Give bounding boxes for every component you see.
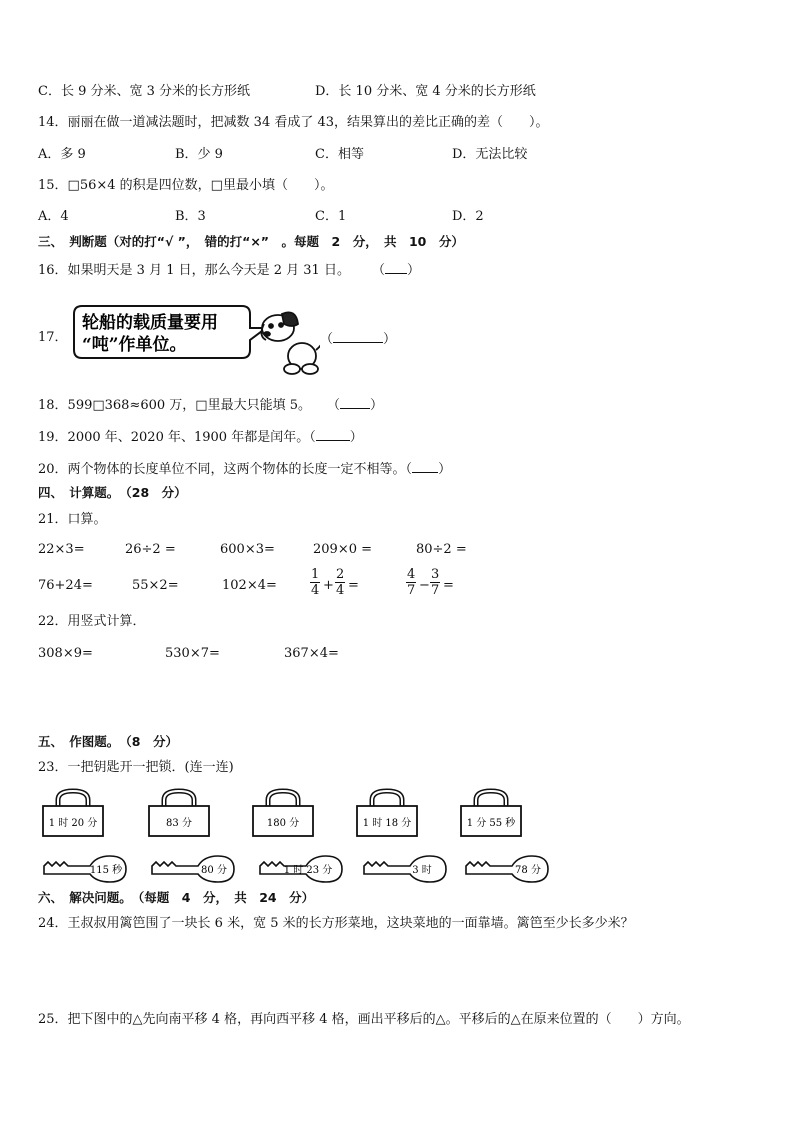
q17-answer <box>320 330 396 348</box>
q19-bracket-left: （ <box>309 430 316 445</box>
q19-stem: 19．2000 年、2020 年、1900 年都是闰年。 <box>38 430 310 445</box>
minus-operator: − <box>419 578 430 593</box>
q20-bracket-left: （ <box>405 462 413 477</box>
q14-stem: 14．丽丽在做一道减法题时，把减数 34 看成了 43，结果算出的差比正确的差（ ）。 <box>38 115 549 130</box>
q15-option-b: B．3 <box>175 209 206 224</box>
q15-stem: 15．□56×4 的积是四位数，□里最小填（ ）。 <box>38 178 334 193</box>
q24-stem: 24．王叔叔用篱笆围了一块长 6 米，宽 5 米的长方形菜地，这块菜地的一面靠墙。篱笆至少长多少米？ <box>38 916 634 931</box>
lock-5[interactable] <box>458 788 524 838</box>
lock-1[interactable] <box>40 788 106 838</box>
lock-4[interactable] <box>354 788 420 838</box>
section-6-heading: 六、 解决问题。 （每题 4 分， 共 24 分） <box>38 890 315 905</box>
q17-bracket-right: ） <box>383 332 397 347</box>
q18-bracket-right: ） <box>370 398 384 413</box>
q17-speech-bubble-illustration <box>70 298 320 378</box>
fraction-one-quarter <box>310 567 320 598</box>
q16-bracket-right: ） <box>406 263 420 278</box>
q20-stem: 20．两个物体的长度单位不同，这两个物体的长度一定不相等。 <box>38 462 406 477</box>
plus-operator: + <box>323 578 334 593</box>
q21-item: 26÷2 = <box>125 542 176 557</box>
key-label: 3 时 <box>412 865 432 876</box>
fraction-denominator: 4 <box>336 583 345 598</box>
q17-bubble-line1: 轮船的载质量要用 <box>82 313 218 333</box>
section-5-heading: 五、 作图题。 （8 分） <box>38 734 178 749</box>
q15-option-c: C．1 <box>315 209 347 224</box>
q20-line <box>38 460 451 478</box>
q23-stem: 23．一把钥匙开一把锁．(连一连) <box>38 760 234 775</box>
q18-answer-blank[interactable] <box>340 396 370 409</box>
key-3[interactable] <box>256 852 346 886</box>
q16-bracket-left: （ <box>371 263 385 278</box>
q15-option-d: D．2 <box>452 209 484 224</box>
q21-item: 600×3= <box>220 542 275 557</box>
fraction-numerator: 4 <box>407 567 416 582</box>
equals-sign: = <box>443 578 454 593</box>
q14-option-a: A．多 9 <box>38 147 86 162</box>
q18-stem: 18．599□368≈600 万，□里最大只能填 5。 <box>38 398 311 413</box>
q18-bracket-left: （ <box>326 398 340 413</box>
fraction-two-quarters <box>335 567 345 598</box>
q19-bracket-right: ） <box>349 430 363 445</box>
key-4[interactable] <box>360 852 450 886</box>
section-3-heading: 三、 判断题（对的打“√ ”， 错的打“×” 。每题 2 分， 共 10 分） <box>38 234 464 249</box>
q17-bubble-line2: “吨”作单位。 <box>82 335 187 355</box>
q17-bracket-left: （ <box>320 332 334 347</box>
q21-item: 55×2= <box>132 578 179 593</box>
q16-line <box>38 261 420 279</box>
key-label: 1 时 23 分 <box>283 865 333 876</box>
q13-option-c: C．长 9 分米、宽 3 分米的长方形纸 <box>38 84 251 99</box>
q22-stem: 22．用竖式计算． <box>38 614 146 629</box>
q14-option-c: C．相等 <box>315 147 364 162</box>
fraction-four-sevenths <box>406 567 416 598</box>
fraction-denominator: 4 <box>311 583 320 598</box>
equals-sign: = <box>348 578 359 593</box>
q21-item: 22×3= <box>38 542 85 557</box>
q15-option-a: A．4 <box>38 209 69 224</box>
q21-item: 80÷2 = <box>416 542 467 557</box>
q20-answer-blank[interactable] <box>412 460 438 473</box>
fraction-denominator: 7 <box>431 583 440 598</box>
q22-item: 308×9= <box>38 646 93 661</box>
lock-label: 180 分 <box>266 818 300 829</box>
fraction-denominator: 7 <box>407 583 416 598</box>
q20-bracket-right: ） <box>438 462 452 477</box>
fraction-numerator: 1 <box>311 567 320 582</box>
q21-item: 209×0 = <box>313 542 373 557</box>
q16-answer-blank[interactable] <box>385 261 407 274</box>
key-5[interactable] <box>462 852 552 886</box>
key-label: 80 分 <box>201 865 227 876</box>
key-label: 78 分 <box>515 865 541 876</box>
q13-option-d: D．长 10 分米、宽 4 分米的长方形纸 <box>315 84 536 99</box>
q25-stem: 25．把下图中的△先向南平移 4 格，再向西平移 4 格，画出平移后的△。平移后的△在原来位置的（ ）方向。 <box>38 1012 690 1027</box>
lock-label: 83 分 <box>166 818 192 829</box>
q18-line <box>38 396 383 414</box>
q22-item: 367×4= <box>284 646 339 661</box>
fraction-numerator: 3 <box>431 567 440 582</box>
fraction-three-sevenths <box>430 567 440 598</box>
q21-item: 76+24= <box>38 578 93 593</box>
dog-icon <box>261 312 320 374</box>
lock-3[interactable] <box>250 788 316 838</box>
q16-stem: 16．如果明天是 3 月 1 日，那么今天是 2 月 31 日。 <box>38 263 350 278</box>
q21-item: 102×4= <box>222 578 277 593</box>
q21-stem: 21．口算。 <box>38 512 107 527</box>
lock-label: 1 时 20 分 <box>48 818 98 829</box>
q17-answer-blank[interactable] <box>333 330 383 343</box>
key-label: 115 秒 <box>89 865 123 876</box>
key-1[interactable] <box>40 852 130 886</box>
fraction-numerator: 2 <box>336 567 345 582</box>
lock-label: 1 分 55 秒 <box>466 818 516 829</box>
lock-2[interactable] <box>146 788 212 838</box>
q19-line <box>38 428 363 446</box>
q14-option-d: D．无法比较 <box>452 147 528 162</box>
key-2[interactable] <box>148 852 238 886</box>
q22-item: 530×7= <box>165 646 220 661</box>
q14-option-b: B．少 9 <box>175 147 223 162</box>
lock-label: 1 时 18 分 <box>362 818 412 829</box>
q17-number: 17． <box>38 330 68 345</box>
q19-answer-blank[interactable] <box>316 428 350 441</box>
section-4-heading: 四、 计算题。 （28 分） <box>38 485 187 500</box>
